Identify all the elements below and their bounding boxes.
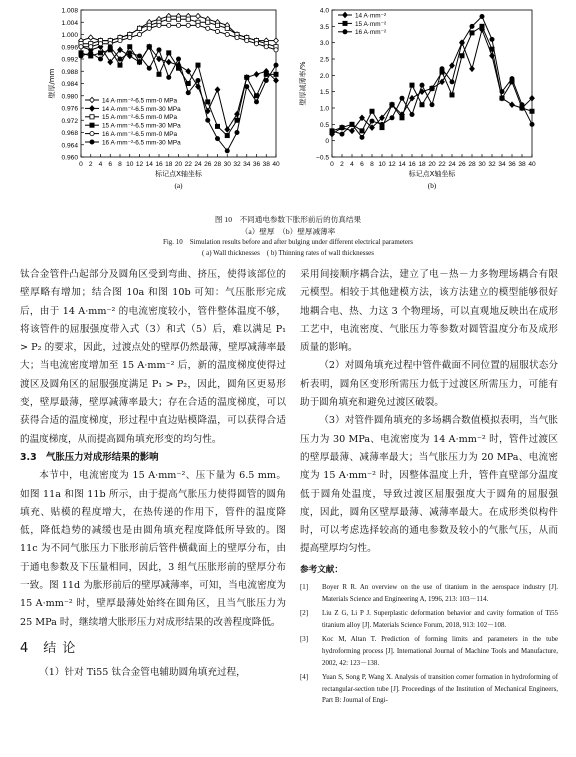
- y-tick-label: 2.0: [319, 72, 329, 80]
- data-point: [118, 63, 122, 67]
- data-point: [360, 135, 364, 139]
- data-point: [254, 42, 258, 46]
- data-point: [186, 23, 190, 27]
- data-point: [460, 54, 464, 58]
- data-point: [167, 75, 171, 79]
- data-point: [167, 51, 171, 55]
- data-point: [176, 23, 180, 27]
- y-tick-label: 0.972: [61, 117, 78, 125]
- data-point: [510, 102, 515, 107]
- y-tick-label: 1.008: [61, 7, 78, 15]
- x-tick-label: 38: [518, 161, 526, 168]
- data-point: [147, 26, 151, 30]
- x-axis-label: 标记点X轴坐标: [155, 170, 202, 178]
- legend-label: 16 A·mm⁻²: [355, 29, 387, 37]
- data-point: [450, 93, 454, 97]
- data-point: [235, 130, 239, 134]
- data-point: [530, 122, 534, 126]
- data-point: [196, 63, 200, 67]
- data-point: [118, 57, 122, 61]
- y-tick-label: 3.5: [319, 23, 329, 31]
- data-point: [176, 66, 180, 70]
- y-tick-label: 3.0: [319, 40, 329, 48]
- x-tick-label: 32: [233, 161, 241, 168]
- y-tick-label: 1.000: [61, 32, 78, 39]
- reference-number: [2]: [300, 610, 309, 618]
- x-tick-label: 26: [204, 161, 212, 168]
- data-point: [88, 35, 93, 40]
- reference-item: [300, 608, 558, 631]
- data-point: [520, 103, 524, 107]
- x-tick-label: 32: [488, 161, 496, 168]
- reference-number: [4]: [300, 674, 309, 682]
- reference-number: [1]: [300, 584, 309, 592]
- y-axis-label: 壁厚减薄率/%: [299, 61, 307, 106]
- y-tick-label: 2.5: [319, 56, 329, 64]
- data-point: [128, 35, 132, 39]
- data-point: [166, 59, 171, 64]
- data-point: [500, 96, 504, 100]
- legend-label: 14 A·mm⁻²-6.5 mm-30 MPa: [102, 105, 181, 113]
- figure-caption-cn: 图 10 不同通电参数下胀形前后的仿真结果: [214, 215, 362, 224]
- paragraph: （3）对管件圆角填充的多场耦合数值模拟表明，当气胀压力为 30 MPa、电流密度为 14 A·mm⁻² 时，管件过渡区的壁厚最薄、减薄率最大；当气胀压力为 20 MPa、电流密度为 15 A·mm⁻² 时，因整体温度上升，管件直壁部分温度低于圆角处温度，导致过渡区屈服强度大于圆角的屈服强度，因此，圆角区壁厚最薄、减薄率最大。在成形类似构件时，可以考虑选择较高的通电参数及较小的气胀气压，从而提高壁厚均匀性。: [300, 415, 558, 555]
- data-point: [215, 124, 219, 128]
- section-heading-4: 4 结 论: [20, 640, 77, 656]
- data-point: [167, 23, 171, 27]
- x-tick-label: 12: [135, 161, 144, 168]
- legend-label: 15 A·mm⁻²: [355, 20, 387, 28]
- data-point: [196, 23, 200, 27]
- data-point: [137, 26, 141, 30]
- x-tick-label: 30: [478, 161, 486, 168]
- data-point: [450, 80, 454, 84]
- x-tick-label: 12: [388, 161, 396, 168]
- legend-label: 16 A·mm⁻²-6.5 mm-30 MPa: [102, 139, 181, 147]
- legend-marker: [90, 97, 95, 102]
- data-point: [390, 116, 394, 120]
- legend-marker: [90, 106, 95, 111]
- data-point: [137, 60, 141, 64]
- section-heading-3-3: 3.3 气胀压力对成形结果的影响: [20, 451, 159, 463]
- data-point: [128, 45, 132, 49]
- data-point: [470, 66, 475, 71]
- data-point: [225, 133, 229, 137]
- x-tick-label: 34: [243, 161, 251, 168]
- legend-label: 14 A·mm⁻²-6.5 mm-0 MPa: [102, 97, 178, 105]
- y-tick-label: 0.968: [61, 130, 78, 137]
- y-tick-label: 0.976: [61, 105, 78, 113]
- reference-item: [300, 672, 558, 707]
- data-point: [274, 72, 278, 76]
- panel-label: (a): [174, 182, 183, 190]
- data-point: [98, 42, 102, 46]
- legend-label: 15 A·mm⁻²-6.5 mm-30 MPa: [102, 122, 181, 130]
- data-point: [440, 67, 444, 71]
- x-tick-label: 2: [88, 161, 93, 168]
- y-tick-label: 0.992: [61, 56, 78, 64]
- reference-item: [300, 634, 558, 669]
- data-point: [480, 14, 484, 18]
- data-point: [420, 83, 424, 87]
- x-tick-label: 16: [408, 161, 416, 168]
- x-tick-label: 22: [184, 161, 192, 168]
- data-point: [360, 129, 364, 133]
- y-tick-label: 0.996: [61, 44, 78, 52]
- y-tick-label: 1.5: [319, 89, 329, 97]
- x-tick-label: 20: [428, 161, 436, 168]
- data-point: [215, 87, 220, 92]
- x-tick-label: 40: [528, 161, 536, 168]
- y-tick-label: 0.980: [61, 93, 78, 101]
- data-point: [470, 24, 474, 28]
- x-tick-label: 28: [213, 161, 222, 168]
- data-point: [98, 51, 102, 55]
- legend-marker: [343, 30, 347, 34]
- paragraph: 钛合金管件凸起部分及圆角区受到弯曲、挤压，使得该部位的壁厚略有增加；结合图 10a 和图 10b 可知：气压胀形完成后，由于 14 A·mm⁻² 的电流密度较小，管件整体温度不够，将该管件的屈服强度带入式（3）和式（5）后，难以满足 P₁ > P₂ 的要求，因此，过渡点处的壁厚仍然最薄，壁厚减薄率最大；当电流密度增加至 15 A·mm⁻² 后，新的温度梯度使得过渡区及圆角区的屈服强度满足 P₁ > P₂，因此，圆角区更易形变，壁厚最薄，壁厚减薄率最大；存在合适的温度梯度，可以获得合适的温度梯度，形过程中直边贴模降温，可以获得合适的温度梯度，从而提高圆角填充形变的均匀性。: [20, 269, 286, 445]
- data-point: [176, 57, 180, 61]
- data-point: [137, 32, 141, 36]
- data-point: [254, 94, 258, 98]
- figure-caption-en: Fig. 10 Simulation results before and after bulging under different electrical parameters: [162, 238, 414, 246]
- data-point: [340, 126, 344, 130]
- panel-label: (b): [427, 182, 437, 190]
- x-tick-label: 18: [165, 161, 173, 168]
- data-point: [254, 100, 258, 104]
- y-axis-label: 壁厚/mm: [48, 68, 56, 99]
- data-point: [89, 45, 93, 49]
- y-tick-label: 0.960: [61, 154, 78, 162]
- x-tick-label: 14: [145, 161, 153, 168]
- x-tick-label: 6: [108, 161, 113, 168]
- x-tick-label: 10: [126, 161, 134, 168]
- data-point: [480, 24, 484, 28]
- x-tick-label: 20: [174, 161, 183, 168]
- reference-number: [3]: [300, 636, 309, 644]
- data-point: [167, 17, 171, 21]
- y-tick-label: 1.004: [61, 19, 78, 27]
- x-tick-label: 36: [508, 161, 516, 168]
- data-point: [400, 96, 404, 100]
- data-point: [245, 75, 249, 79]
- legend-marker: [90, 123, 94, 127]
- y-tick-label: 0.988: [61, 68, 78, 76]
- y-tick-label: 0: [325, 138, 329, 146]
- y-tick-label: 1.0: [319, 105, 329, 113]
- x-tick-label: 14: [398, 161, 406, 168]
- data-point: [330, 129, 334, 133]
- x-tick-label: 30: [223, 161, 231, 168]
- data-point: [225, 26, 229, 30]
- data-point: [245, 39, 249, 43]
- right-column: [300, 266, 558, 707]
- data-point: [206, 20, 210, 24]
- x-tick-label: 2: [340, 161, 344, 168]
- reference-text: Boyer R R. An overview on the use of titanium in the aerospace industry [J]. Materials Science and Engineering A, 1996, 213: 103－114.: [322, 584, 558, 603]
- data-point: [147, 66, 151, 70]
- data-point: [340, 132, 344, 136]
- data-point: [264, 45, 268, 49]
- data-point: [274, 48, 278, 52]
- x-tick-label: 38: [262, 161, 270, 168]
- data-point: [225, 149, 229, 153]
- data-point: [460, 41, 464, 45]
- data-point: [235, 35, 239, 39]
- data-point: [186, 81, 190, 85]
- data-point: [274, 63, 278, 67]
- y-tick-label: 0.964: [61, 142, 78, 150]
- left-column: [20, 266, 286, 683]
- data-point: [430, 103, 434, 107]
- legend-marker: [90, 115, 94, 119]
- data-point: [196, 78, 200, 82]
- data-point: [400, 116, 404, 120]
- data-point: [500, 90, 504, 94]
- reference-text: Liu Z G, Li P J. Superplastic deformation behavior and cavity formation of Ti55 titanium alloy [J]. Materials Science Forum, 2018, 913: 102－108.: [322, 610, 558, 629]
- data-point: [137, 54, 141, 58]
- data-point: [186, 91, 190, 95]
- data-point: [470, 31, 474, 35]
- data-point: [215, 29, 219, 33]
- data-point: [390, 103, 394, 107]
- data-point: [510, 77, 514, 81]
- data-point: [254, 72, 259, 77]
- legend-marker: [343, 21, 347, 25]
- data-point: [196, 13, 201, 18]
- data-point: [157, 23, 161, 27]
- data-point: [370, 109, 374, 113]
- data-point: [79, 54, 83, 58]
- figure-subcaption-en: ( a) Wall thicknesses ( b) Thinning rates of wall thicknesses: [202, 249, 374, 257]
- data-point: [430, 86, 434, 90]
- x-tick-label: 10: [378, 161, 386, 168]
- data-point: [186, 17, 190, 21]
- x-tick-label: 24: [448, 161, 456, 168]
- references-heading: 参考文献：: [300, 564, 343, 575]
- data-point: [206, 100, 210, 104]
- x-tick-label: 28: [468, 161, 476, 168]
- data-point: [118, 39, 122, 43]
- data-point: [490, 37, 494, 41]
- paragraph: 本节中，电流密度为 15 A·mm⁻²、压下量为 6.5 mm。如图 11a 和图 11b 所示，由于提高气胀压力使得圆管的圆角填充、贴模的程度增大，在热传递的作用下，管件的温度降低，降低趋势的减缓也是由圆角填充程度降低所导致的。图 11c 为不同气胀压力下胀形前后管件横截面上的壁厚分布，由于通电参数及下压量相同，因此，3 组气压胀形前的壁厚分布一致。图 11d 为胀形前后的壁厚减薄率，可知，当电流密度为 15 A·mm⁻² 时，壁厚最薄处始终在圆角区，且当气胀压力为 25 MPa 时，继续增大胀形压力对成形结果的改善程度降低。: [20, 470, 286, 628]
- chart-a-svg: [30, 2, 282, 200]
- x-tick-label: 34: [498, 161, 506, 168]
- data-point: [206, 26, 210, 30]
- data-point: [128, 51, 132, 55]
- x-tick-label: 36: [252, 161, 261, 168]
- x-tick-label: 0: [330, 161, 334, 168]
- data-point: [264, 72, 268, 76]
- data-point: [410, 112, 414, 116]
- paragraph: （2）对圆角填充过程中管件截面不同位置的屈服状态分析表明，圆角区变形所需压力低于过渡区所需压力，可能有助于圆角填充和避免过渡区破裂。: [300, 360, 558, 409]
- reference-text: Yuan S, Song P, Wang X. Analysis of transition corner formation in hydroforming of rectangular-section tube [J]. Proceedings of the Institution of Mechanical Engineers, Part B: Journal of Engi-: [322, 674, 558, 705]
- data-point: [274, 38, 279, 43]
- reference-text: Koc M, Altan T. Prediction of forming limits and parameters in the tube hydroforming process [J]. International Journal of Machine Tools and Manufacture, 2002, 42: 123－138.: [322, 636, 558, 667]
- data-point: [215, 137, 219, 141]
- data-point: [225, 32, 229, 36]
- data-point: [147, 45, 151, 49]
- data-point: [206, 118, 210, 122]
- figure-subcaption-cn: （a）壁厚 （b）壁厚减薄率: [240, 227, 336, 236]
- data-point: [157, 72, 161, 76]
- x-tick-label: 40: [272, 161, 280, 168]
- y-tick-label: 0.5: [319, 121, 329, 129]
- data-point: [98, 57, 102, 61]
- data-point: [176, 17, 180, 21]
- chart-b-svg: [296, 2, 542, 200]
- data-point: [380, 122, 384, 126]
- chart-b: [296, 2, 542, 200]
- data-point: [530, 109, 534, 113]
- paragraph: （1）针对 Ti55 钛合金管电辅助圆角填充过程，: [39, 667, 246, 679]
- data-point: [264, 78, 268, 82]
- x-tick-label: 22: [438, 161, 446, 168]
- data-point: [157, 48, 161, 52]
- data-point: [410, 83, 414, 87]
- data-point: [235, 118, 239, 122]
- legend-marker: [343, 12, 348, 17]
- data-point: [108, 45, 112, 49]
- legend-marker: [90, 132, 94, 136]
- y-tick-label: −0.5: [315, 154, 329, 162]
- data-point: [420, 103, 424, 107]
- x-axis-label: 标记点X轴坐标: [408, 170, 456, 178]
- legend-label: 16 A·mm⁻²-6.5 mm-0 MPa: [102, 131, 178, 138]
- x-tick-label: 4: [98, 161, 103, 168]
- x-tick-label: 24: [194, 161, 202, 168]
- x-tick-label: 8: [118, 161, 122, 168]
- x-tick-label: 0: [79, 161, 83, 168]
- data-point: [215, 23, 219, 27]
- legend-label: 15 A·mm⁻²-6.5 mm-0 MPa: [102, 114, 178, 122]
- data-point: [370, 119, 374, 123]
- x-tick-label: 26: [458, 161, 466, 168]
- data-point: [89, 51, 93, 55]
- data-point: [350, 122, 354, 126]
- y-tick-label: 0.984: [61, 81, 78, 88]
- x-tick-label: 4: [350, 161, 354, 168]
- x-tick-label: 16: [155, 161, 163, 168]
- reference-item: [300, 582, 558, 605]
- paragraph: 采用间接顺序耦合法，建立了电－热－力多物理场耦合有限元模型。相较于其他建模方法，该方法建立的模型能够很好地耦合电、热、力这 3 个物理场，可以直观地反映出在成形工艺中，电流密度、气胀压力等参数对圆管温度分布及成形质量的影响。: [300, 269, 558, 354]
- data-point: [245, 84, 249, 88]
- data-point: [79, 45, 83, 49]
- legend-label: 14 A·mm⁻²: [355, 12, 387, 20]
- x-tick-label: 6: [360, 161, 364, 168]
- chart-a: [30, 2, 282, 200]
- x-tick-label: 18: [418, 161, 426, 168]
- x-tick-label: 8: [370, 161, 374, 168]
- legend-marker: [90, 140, 94, 144]
- y-tick-label: 4.0: [319, 7, 329, 15]
